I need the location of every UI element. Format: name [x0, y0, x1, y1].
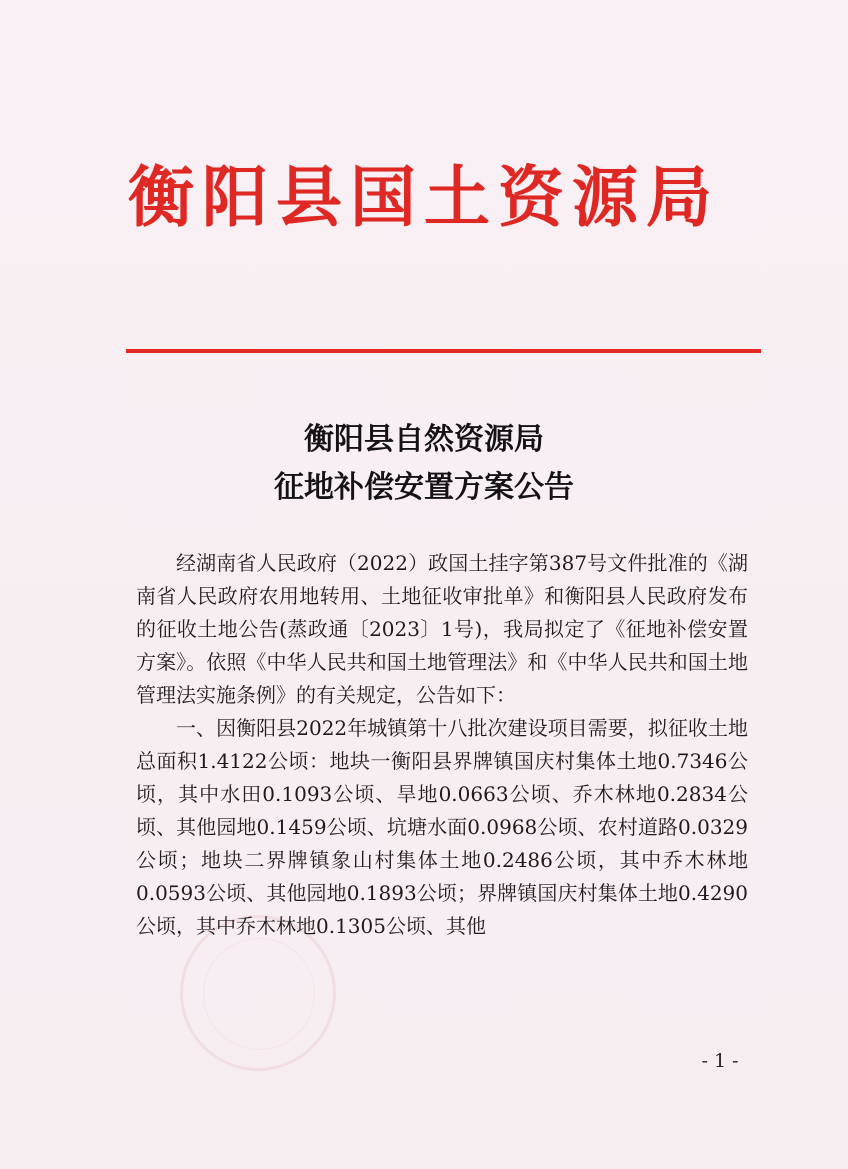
page-number: - 1 -	[701, 1050, 739, 1072]
title-line-1: 衡阳县自然资源局	[304, 422, 544, 457]
paragraph-item-1: 一、因衡阳县2022年城镇第十八批次建设项目需要，拟征收土地总面积1.4122公顷：地块一衡阳县界牌镇国庆村集体土地0.7346公顷，其中水田0.1093公顷、旱地0.0663公顷、乔木林地0.2834公顷、其他园地0.1459公顷、坑塘水面0.0968公顷、农村道路0.0329公顷；地块二界牌镇象山村集体土地0.2486公顷，其中乔木林地0.0593公顷、其他园地0.1893公顷；界牌镇国庆村集体土地0.4290公顷，其中乔木林地0.1305公顷、其他	[136, 716, 748, 938]
body-text	[136, 547, 748, 943]
title-line-2: 征地补偿安置方案公告	[274, 470, 574, 505]
header-rule	[126, 349, 761, 353]
paragraph-intro: 经湖南省人民政府（2022）政国土挂字第387号文件批准的《湖南省人民政府农用地转用、土地征收审批单》和衡阳县人民政府发布的征收土地公告(蒸政通〔2023〕1号)，我局拟定了《征地补偿安置方案》。依照《中华人民共和国土地管理法》和《中华人民共和国土地管理法实施条例》的有关规定，公告如下：	[136, 551, 748, 707]
org-header: 衡阳县国土资源局	[128, 158, 720, 236]
